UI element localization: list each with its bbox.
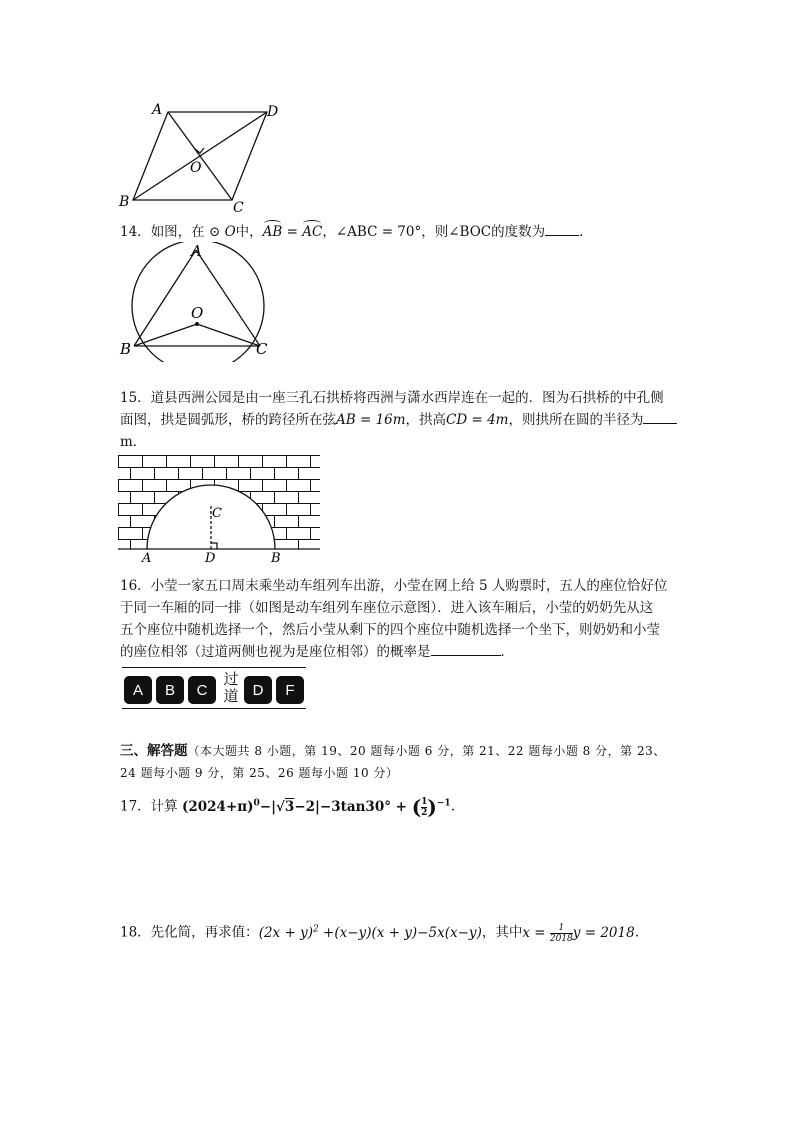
answer-blank[interactable] bbox=[643, 409, 677, 424]
question-17: 17．计算 $(2024+\pi)^0-|√3-2|-3\tan 30^\circ$ + ( $\frac{1}{2}$ )$^{-1}$. bbox=[120, 795, 455, 819]
question-14: 14．如图，在 ⊙ O中， AB = AC，∠ABC = 70°，则∠BOC的度数为 ． bbox=[120, 221, 593, 243]
answer-blank[interactable] bbox=[545, 221, 579, 236]
label-o: O bbox=[191, 304, 204, 322]
seat-d: D bbox=[244, 676, 272, 704]
seat-diagram-bottom-line bbox=[122, 708, 306, 709]
label-d: D bbox=[205, 551, 216, 566]
label-c: C bbox=[212, 506, 222, 521]
arc-ac: AC bbox=[302, 224, 322, 240]
bridge-figure bbox=[118, 455, 322, 567]
question-15: 15．道县西洲公园是由一座三孔石拱桥将西洲与潇水西岸连在一起的．图为石拱桥的中孔侧 面图，拱是圆弧形，桥的跨径所在弦AB = 16m，拱高CD = 4m，则拱所在圆的半径为 m． bbox=[120, 387, 690, 453]
question-16: 16．小莹一家五口周末乘坐动车组列车出游，小莹在网上给 5 人购票时，五人的座位恰好位 于同一车厢的同一排（如图是动车组列车座位示意图）．进入该车厢后，小莹的奶奶先从这 五个座位中随机选择一个，然后小莹从剩下的四个座位中随机选择一个坐下，则奶奶和小莹 的座位相邻（过道两侧也视为是座位相邻）的概率是 ． bbox=[120, 578, 668, 660]
label-a: A bbox=[191, 242, 202, 260]
label-b: B bbox=[271, 551, 281, 566]
label-o: O bbox=[190, 160, 202, 176]
seat-c: C bbox=[188, 676, 216, 704]
arc-ab: AB bbox=[263, 224, 283, 240]
label-c: C bbox=[233, 200, 244, 216]
seat-diagram-top-line bbox=[122, 667, 306, 668]
seat-b: B bbox=[156, 676, 184, 704]
label-d: D bbox=[267, 104, 279, 120]
rhombus-figure bbox=[115, 98, 290, 216]
label-a: A bbox=[142, 551, 152, 566]
seat-f: F bbox=[276, 676, 304, 704]
label-a: A bbox=[152, 102, 163, 118]
label-b: B bbox=[119, 194, 130, 210]
answer-blank[interactable] bbox=[431, 641, 501, 656]
question-18: 18．先化简，再求值：$(2x + y)^2 +(x-y)(x + y)-5x(x-y)$，其中x = $\frac{1}{2018}$ y = 2018. bbox=[120, 922, 639, 944]
seat-a: A bbox=[124, 676, 152, 704]
section-3-header: 三、解答题（本大题共 8 小题，第 19、20 题每小题 6 分，第 21、22 题每小题 8 分，第 23、 24 题每小题 9 分，第 25、26 题每小题 10 分） bbox=[120, 743, 666, 780]
aisle-label: 过 道 bbox=[223, 670, 239, 705]
label-c: C bbox=[256, 340, 268, 358]
circle-figure bbox=[115, 242, 280, 362]
label-b: B bbox=[120, 340, 132, 358]
